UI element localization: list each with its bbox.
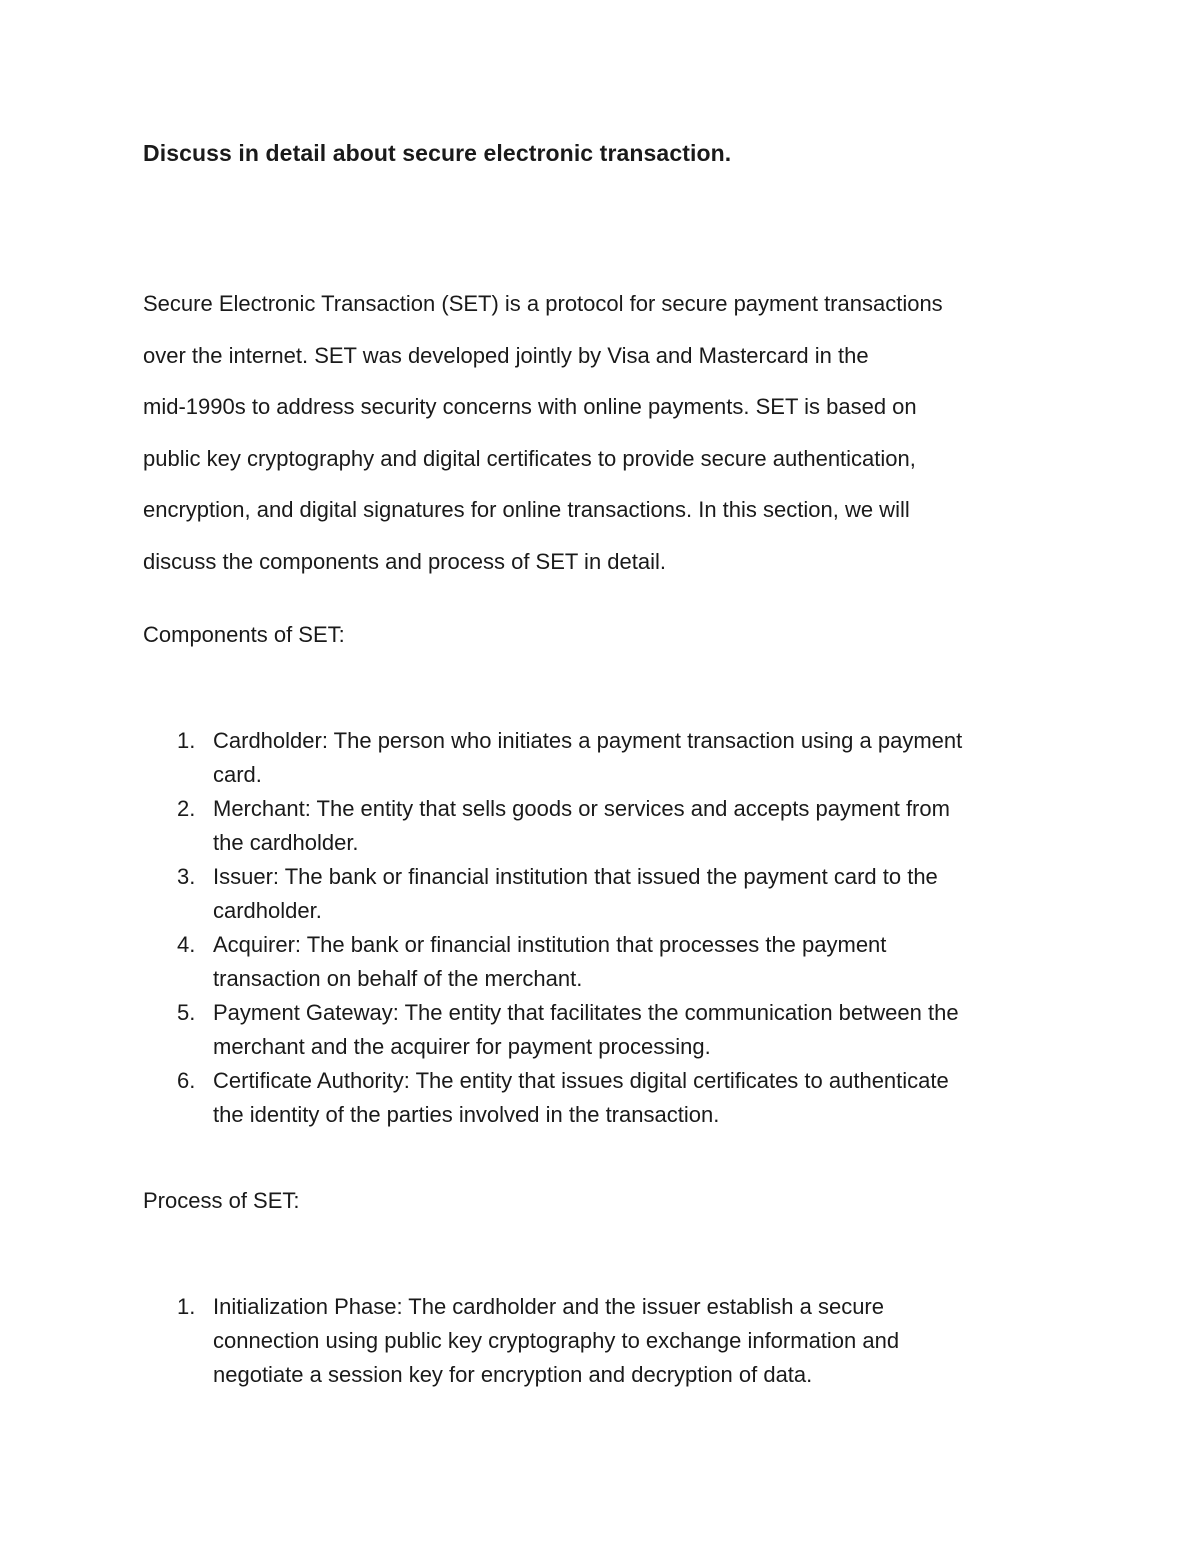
- components-list: [143, 724, 962, 1132]
- intro-line: Secure Electronic Transaction (SET) is a protocol for secure payment transactions: [143, 291, 943, 316]
- list-item-line: Initialization Phase: The cardholder and the issuer establish a secure: [213, 1294, 884, 1319]
- list-item-line: negotiate a session key for encryption and decryption of data.: [213, 1362, 813, 1387]
- list-item-line: card.: [213, 762, 262, 787]
- list-item-line: Payment Gateway: The entity that facilitates the communication between the: [213, 1000, 959, 1025]
- list-item: [143, 724, 962, 792]
- list-item-line: Issuer: The bank or financial institution that issued the payment card to the: [213, 864, 938, 889]
- list-item: [143, 1290, 899, 1392]
- list-item-line: cardholder.: [213, 898, 322, 923]
- intro-line: public key cryptography and digital certificates to provide secure authentication,: [143, 445, 916, 471]
- list-number: 1.: [177, 1294, 196, 1319]
- intro-line: over the internet. SET was developed jointly by Visa and Mastercard in the: [143, 342, 869, 368]
- list-item-line: the identity of the parties involved in the transaction.: [213, 1102, 720, 1127]
- intro-line: encryption, and digital signatures for online transactions. In this section, we will: [143, 497, 910, 522]
- list-number: 4.: [177, 932, 196, 957]
- list-item: [143, 928, 962, 996]
- list-item-line: Acquirer: The bank or financial institution that processes the payment: [213, 932, 887, 957]
- list-item: [143, 996, 962, 1064]
- process-list: [143, 1290, 899, 1392]
- intro-line: mid-1990s to address security concerns with online payments. SET is based on: [143, 394, 917, 419]
- intro-paragraph: [143, 278, 943, 587]
- list-item-line: Merchant: The entity that sells goods or services and accepts payment from: [213, 796, 950, 821]
- list-number: 5.: [177, 1000, 196, 1025]
- list-item-line: Cardholder: The person who initiates a payment transaction using a payment: [213, 728, 963, 753]
- process-heading: Process of SET:: [143, 1188, 300, 1213]
- list-item-line: connection using public key cryptography to exchange information and: [213, 1328, 900, 1353]
- list-item: [143, 860, 962, 928]
- document-title: Discuss in detail about secure electronic transaction.: [143, 140, 732, 166]
- list-item-line: Certificate Authority: The entity that issues digital certificates to authenticate: [213, 1068, 949, 1093]
- list-item-line: transaction on behalf of the merchant.: [213, 966, 583, 991]
- list-item-line: merchant and the acquirer for payment processing.: [213, 1034, 711, 1059]
- list-number: 1.: [177, 728, 196, 753]
- list-number: 3.: [177, 864, 196, 889]
- components-heading: Components of SET:: [143, 622, 345, 647]
- list-item: [143, 1064, 962, 1132]
- intro-line: discuss the components and process of SET in detail.: [143, 548, 666, 574]
- list-number: 2.: [177, 796, 196, 821]
- list-item: [143, 792, 962, 860]
- list-number: 6.: [177, 1068, 196, 1093]
- list-item-line: the cardholder.: [213, 830, 359, 855]
